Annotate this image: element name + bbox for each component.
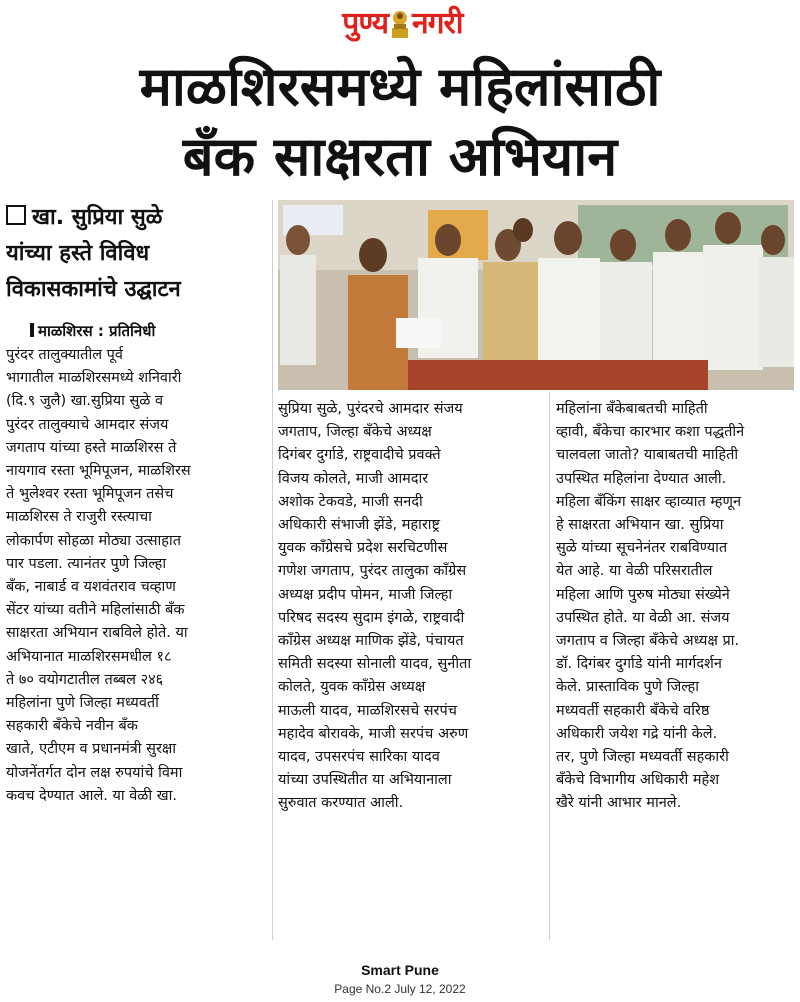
article-text-line: पुरंदर तालुक्याचे आमदार संजय — [6, 416, 169, 433]
checkbox-bullet-icon — [6, 205, 26, 225]
article-text-line: सुळे यांच्या सूचनेनंतर राबविण्यात — [556, 540, 728, 557]
article-text-line: माऊली यादव, माळशिरसचे सरपंच — [278, 702, 457, 719]
dateline-bar-icon — [30, 323, 34, 337]
article-text-line: केले. प्रास्ताविक पुणे जिल्हा — [556, 679, 699, 696]
subhead-line-2: यांच्या हस्ते विविध — [6, 241, 150, 266]
article-text-line: भागातील माळशिरसमध्ये शनिवारी — [6, 370, 182, 387]
article-text-line: खाते, एटीएम व प्रधानमंत्री सुरक्षा — [6, 741, 177, 758]
article-text-line: समिती सदस्या सोनाली यादव, सुनीता — [278, 656, 472, 673]
source-label: Smart Pune — [361, 962, 439, 978]
article-text-line: विजय कोलते, माजी आमदार — [278, 470, 429, 487]
article-text-line: कोलते, युवक काँग्रेस अध्यक्ष — [278, 679, 426, 696]
article-text-line: माळशिरस ते राजुरी रस्त्याचा — [6, 509, 152, 526]
logo-emblem-icon — [390, 6, 410, 40]
article-text-line: बँकेचे विभागीय अधिकारी महेश — [556, 772, 720, 789]
article-text-line: व्हावी, बँकेचा कारभार कशा पद्धतीने — [556, 424, 745, 441]
article-text-line: मध्यवर्ती सहकारी बँकेचे वरिष्ठ — [556, 702, 710, 719]
article-text-line: जगताप यांच्या हस्ते माळशिरस ते — [6, 439, 177, 456]
article-column-2 — [278, 398, 542, 816]
article-text-line: महिला आणि पुरुष मोठ्या संख्येने — [556, 586, 730, 603]
article-text-line: सेंटर यांच्या वतीने महिलांसाठी बँक — [6, 602, 185, 619]
subhead-line-3: विकासकामांचे उद्घाटन — [6, 277, 181, 302]
article-text-line: डॉ. दिगंबर दुर्गाडे यांनी मार्गदर्शन — [556, 656, 722, 673]
article-text-line: लोकार्पण सोहळा मोठ्या उत्साहात — [6, 532, 181, 549]
article-text-line: यादव, उपसरपंच सारिका यादव — [278, 749, 440, 766]
article-text-line: परिषद सदस्य सुदाम इंगळे, राष्ट्रवादी — [278, 609, 465, 626]
photo-illustration — [278, 200, 794, 390]
article-text-line: महिला बँकिंग साक्षर व्हाव्यात म्हणून — [556, 493, 742, 510]
headline-line-1: माळशिरसमध्ये महिलांसाठी — [139, 55, 661, 118]
article-column-1 — [6, 344, 268, 808]
logo-text-left: पुण्य — [342, 6, 388, 41]
dateline: माळशिरस : प्रतिनिधी — [30, 320, 270, 342]
article-text-line: अभियानात माळशिरसमधील १८ — [6, 648, 172, 665]
article-text-line: साक्षरता अभियान राबविले होते. या — [6, 625, 188, 642]
article-text-line: योजनेंतर्गत दोन लक्ष रुपयांचे विमा — [6, 764, 183, 781]
article-text-line: उपस्थित होते. या वेळी आ. संजय — [556, 609, 730, 626]
article-text-line: हे साक्षरता अभियान खा. सुप्रिया — [556, 517, 724, 534]
logo-text-right: नगरी — [412, 6, 463, 41]
article-text-line: नायगाव रस्ता भूमिपूजन, माळशिरस — [6, 463, 191, 480]
article-text-line: उपस्थित महिलांना देण्यात आली. — [556, 470, 727, 487]
column-divider-2 — [549, 392, 550, 940]
article-text-line: जगताप व जिल्हा बँकेचे अध्यक्ष प्रा. — [556, 633, 740, 650]
article-text-line: चालवला जातो? याबाबतची माहिती — [556, 447, 739, 464]
article-column-3 — [556, 398, 794, 816]
article-text-line: खैरे यांनी आभार मानले. — [556, 795, 682, 812]
article-text-line: पुरंदर तालुक्यातील पूर्व — [6, 347, 123, 363]
headline-line-2: बँक साक्षरता अभियान — [182, 125, 618, 188]
page-info: Page No.2 July 12, 2022 — [334, 982, 466, 996]
article-text-line: गणेश जगताप, पुरंदर तालुका काँग्रेस — [278, 563, 467, 580]
article-text-line: जगताप, जिल्हा बँकेचे अध्यक्ष — [278, 424, 432, 441]
article-text-line: काँग्रेस अध्यक्ष माणिक झेंडे, पंचायत — [278, 633, 464, 650]
article-text-line: अधिकारी संभाजी झेंडे, महाराष्ट्र — [278, 517, 441, 534]
article-text-line: कवच देण्यात आले. या वेळी खा. — [6, 787, 177, 804]
article-text-line: अध्यक्ष प्रदीप पोमन, माजी जिल्हा — [278, 586, 453, 603]
article-text-line: महिलांना पुणे जिल्हा मध्यवर्ती — [6, 695, 159, 712]
article-text-line: पार पडला. त्यानंतर पुणे जिल्हा — [6, 555, 167, 572]
article-text-line: येत आहे. या वेळी परिसरातील — [556, 563, 713, 580]
article-text-line: सुप्रिया सुळे, पुरंदरचे आमदार संजय — [278, 401, 463, 417]
article-text-line: युवक काँग्रेसचे प्रदेश सरचिटणीस — [278, 540, 448, 557]
article-text-line: यांच्या उपस्थितीत या अभियानाला — [278, 772, 452, 789]
article-text-line: बँक, नाबार्ड व यशवंतराव चव्हाण — [6, 579, 176, 596]
masthead — [0, 0, 800, 52]
article-text-line: (दि.९ जुलै) खा.सुप्रिया सुळे व — [6, 393, 164, 410]
article-text-line: तर, पुणे जिल्हा मध्यवर्ती सहकारी — [556, 749, 729, 766]
article-text-line: महिलांना बँकेबाबतची माहिती — [556, 401, 708, 417]
article-text-line: ते ७० वयोगटातील तब्बल २४६ — [6, 671, 164, 688]
subheadline — [6, 200, 268, 308]
subhead-line-1: खा. सुप्रिया सुळे — [6, 200, 268, 236]
article-text-line: सहकारी बँकेचे नवीन बँक — [6, 718, 138, 735]
news-photo — [278, 200, 794, 390]
article-text-line: सुरुवात करण्यात आली. — [278, 795, 404, 812]
article-text-line: दिगंबर दुर्गाडे, राष्ट्रवादीचे प्रवक्ते — [278, 447, 441, 464]
article-text-line: अधिकारी जयेश गद्रे यांनी केले. — [556, 725, 718, 742]
article-text-line: अशोक टेकवडे, माजी सनदी — [278, 493, 423, 510]
column-divider-1 — [272, 200, 273, 940]
article-text-line: महादेव बोरावके, माजी सरपंच अरुण — [278, 725, 469, 742]
article-text-line: ते भुलेश्वर रस्ता भूमिपूजन तसेच — [6, 486, 174, 503]
